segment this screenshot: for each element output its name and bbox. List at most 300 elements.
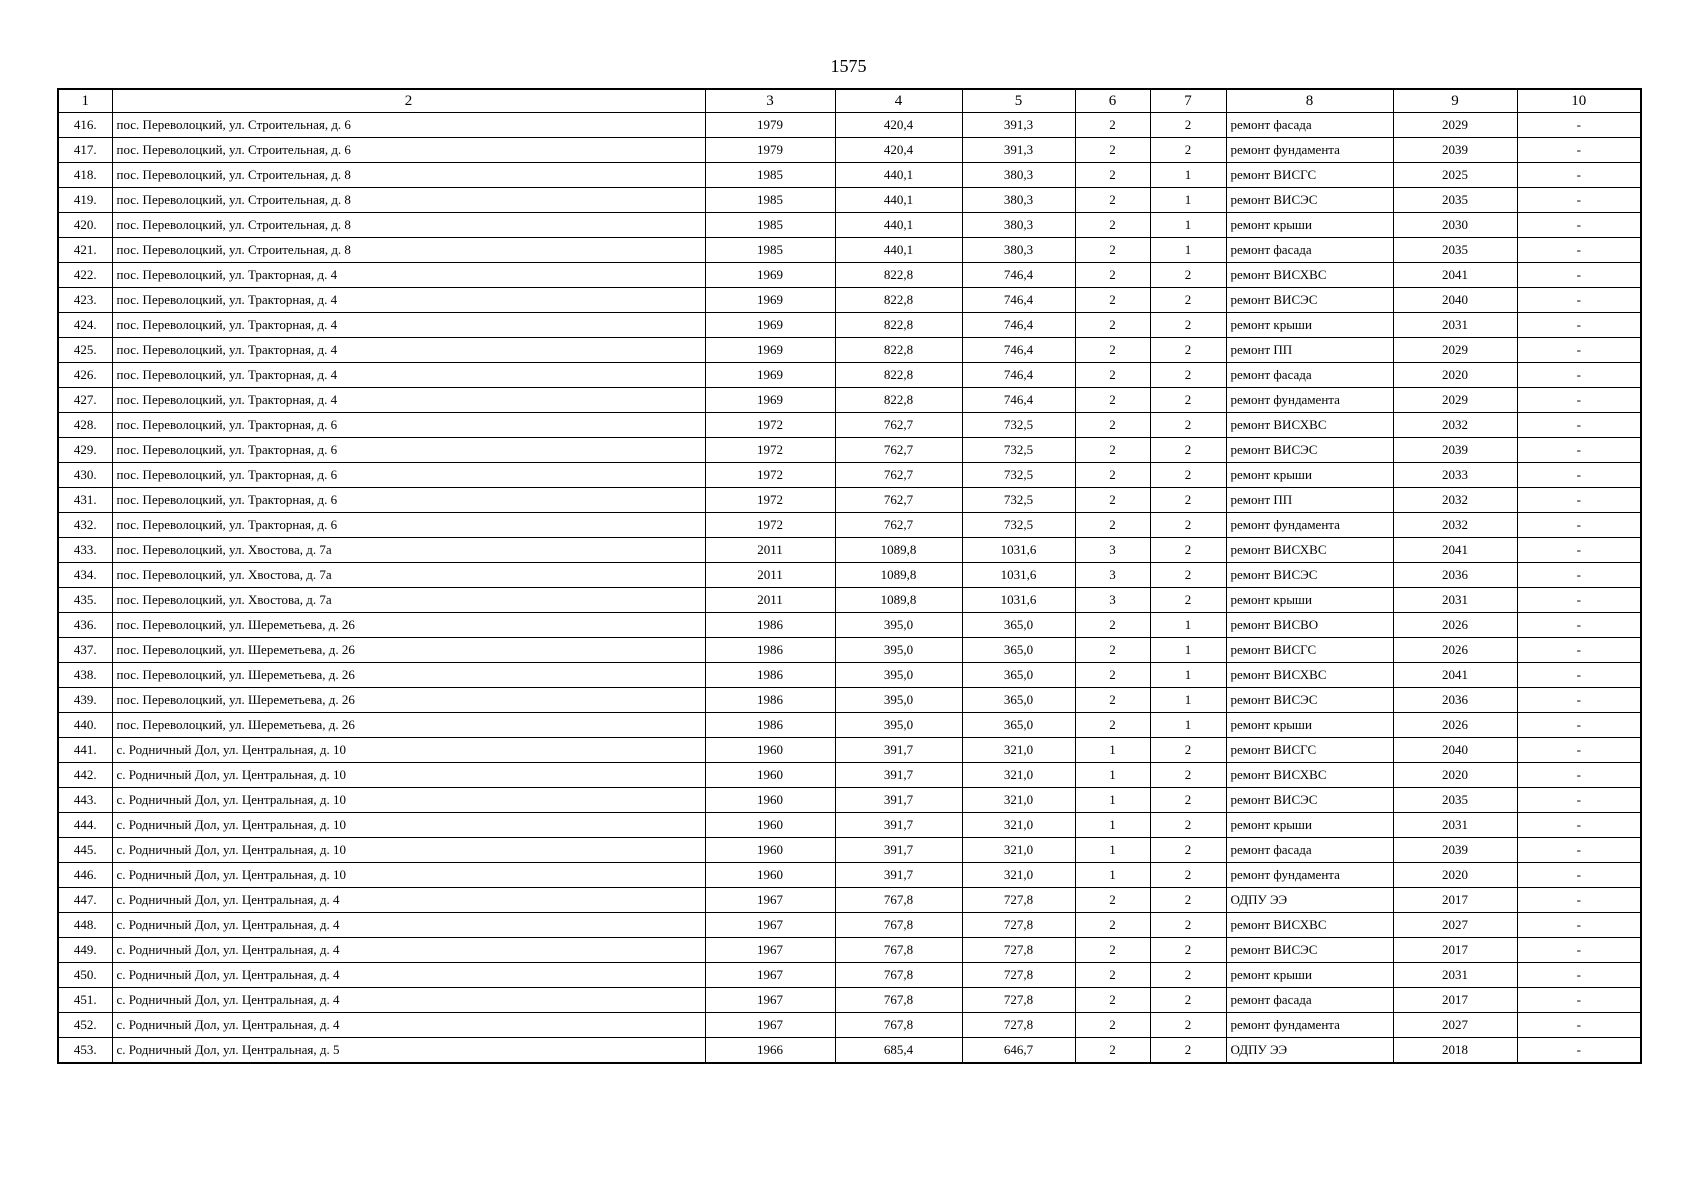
table-row xyxy=(58,513,1641,538)
living-area-cell: 727,8 xyxy=(962,963,1075,988)
total-area-cell: 762,7 xyxy=(835,413,962,438)
entrances-cell: 2 xyxy=(1150,338,1226,363)
address-cell: пос. Переволоцкий, ул. Шереметьева, д. 26 xyxy=(112,638,705,663)
entrances-cell: 2 xyxy=(1150,1038,1226,1064)
work-type-cell: ремонт ВИСЭС xyxy=(1226,788,1393,813)
note-cell: - xyxy=(1517,388,1641,413)
year-cell: 1969 xyxy=(705,338,835,363)
table-row xyxy=(58,238,1641,263)
address-cell: пос. Переволоцкий, ул. Строительная, д. 8 xyxy=(112,188,705,213)
address-cell: пос. Переволоцкий, ул. Строительная, д. 6 xyxy=(112,113,705,138)
plan-year-cell: 2027 xyxy=(1393,913,1517,938)
plan-year-cell: 2017 xyxy=(1393,988,1517,1013)
work-type-cell: ОДПУ ЭЭ xyxy=(1226,888,1393,913)
living-area-cell: 380,3 xyxy=(962,238,1075,263)
year-cell: 1966 xyxy=(705,1038,835,1064)
table-row xyxy=(58,638,1641,663)
column-header: 3 xyxy=(705,89,835,113)
row-number-cell: 419. xyxy=(58,188,112,213)
plan-year-cell: 2036 xyxy=(1393,688,1517,713)
note-cell: - xyxy=(1517,588,1641,613)
total-area-cell: 391,7 xyxy=(835,738,962,763)
note-cell: - xyxy=(1517,1038,1641,1064)
plan-year-cell: 2029 xyxy=(1393,388,1517,413)
row-number-cell: 421. xyxy=(58,238,112,263)
address-cell: с. Родничный Дол, ул. Центральная, д. 10 xyxy=(112,863,705,888)
year-cell: 1967 xyxy=(705,963,835,988)
address-cell: с. Родничный Дол, ул. Центральная, д. 10 xyxy=(112,788,705,813)
floors-cell: 3 xyxy=(1075,588,1150,613)
column-header: 9 xyxy=(1393,89,1517,113)
table-row xyxy=(58,988,1641,1013)
entrances-cell: 2 xyxy=(1150,963,1226,988)
year-cell: 1960 xyxy=(705,863,835,888)
floors-cell: 2 xyxy=(1075,638,1150,663)
year-cell: 1986 xyxy=(705,713,835,738)
row-number-cell: 439. xyxy=(58,688,112,713)
work-type-cell: ремонт ВИСЭС xyxy=(1226,438,1393,463)
note-cell: - xyxy=(1517,563,1641,588)
living-area-cell: 746,4 xyxy=(962,288,1075,313)
table-row xyxy=(58,213,1641,238)
floors-cell: 1 xyxy=(1075,863,1150,888)
address-cell: пос. Переволоцкий, ул. Строительная, д. 8 xyxy=(112,213,705,238)
plan-year-cell: 2036 xyxy=(1393,563,1517,588)
living-area-cell: 732,5 xyxy=(962,463,1075,488)
row-number-cell: 438. xyxy=(58,663,112,688)
plan-year-cell: 2032 xyxy=(1393,513,1517,538)
column-header: 6 xyxy=(1075,89,1150,113)
work-type-cell: ремонт крыши xyxy=(1226,713,1393,738)
living-area-cell: 321,0 xyxy=(962,863,1075,888)
total-area-cell: 391,7 xyxy=(835,763,962,788)
address-cell: пос. Переволоцкий, ул. Строительная, д. 8 xyxy=(112,163,705,188)
page-number: 1575 xyxy=(830,56,867,76)
entrances-cell: 1 xyxy=(1150,238,1226,263)
year-cell: 1967 xyxy=(705,913,835,938)
floors-cell: 1 xyxy=(1075,813,1150,838)
row-number-cell: 444. xyxy=(58,813,112,838)
total-area-cell: 1089,8 xyxy=(835,538,962,563)
year-cell: 1986 xyxy=(705,663,835,688)
table-row xyxy=(58,688,1641,713)
year-cell: 2011 xyxy=(705,563,835,588)
living-area-cell: 365,0 xyxy=(962,613,1075,638)
table-row xyxy=(58,738,1641,763)
row-number-cell: 442. xyxy=(58,763,112,788)
year-cell: 1979 xyxy=(705,138,835,163)
plan-year-cell: 2031 xyxy=(1393,588,1517,613)
address-cell: пос. Переволоцкий, ул. Хвостова, д. 7а xyxy=(112,538,705,563)
note-cell: - xyxy=(1517,863,1641,888)
row-number-cell: 432. xyxy=(58,513,112,538)
year-cell: 1969 xyxy=(705,388,835,413)
address-cell: пос. Переволоцкий, ул. Строительная, д. 6 xyxy=(112,138,705,163)
note-cell: - xyxy=(1517,538,1641,563)
entrances-cell: 1 xyxy=(1150,163,1226,188)
total-area-cell: 822,8 xyxy=(835,313,962,338)
floors-cell: 2 xyxy=(1075,888,1150,913)
note-cell: - xyxy=(1517,963,1641,988)
table-row xyxy=(58,863,1641,888)
row-number-cell: 418. xyxy=(58,163,112,188)
row-number-cell: 430. xyxy=(58,463,112,488)
work-type-cell: ремонт ВИСГС xyxy=(1226,163,1393,188)
table-row xyxy=(58,388,1641,413)
living-area-cell: 732,5 xyxy=(962,488,1075,513)
living-area-cell: 380,3 xyxy=(962,163,1075,188)
plan-year-cell: 2020 xyxy=(1393,763,1517,788)
table-row xyxy=(58,438,1641,463)
note-cell: - xyxy=(1517,813,1641,838)
address-cell: с. Родничный Дол, ул. Центральная, д. 10 xyxy=(112,738,705,763)
year-cell: 1960 xyxy=(705,813,835,838)
column-header: 2 xyxy=(112,89,705,113)
total-area-cell: 822,8 xyxy=(835,338,962,363)
work-type-cell: ремонт крыши xyxy=(1226,313,1393,338)
floors-cell: 2 xyxy=(1075,963,1150,988)
table-row xyxy=(58,713,1641,738)
note-cell: - xyxy=(1517,238,1641,263)
living-area-cell: 365,0 xyxy=(962,638,1075,663)
total-area-cell: 822,8 xyxy=(835,288,962,313)
row-number-cell: 453. xyxy=(58,1038,112,1064)
plan-year-cell: 2026 xyxy=(1393,613,1517,638)
note-cell: - xyxy=(1517,1013,1641,1038)
address-cell: пос. Переволоцкий, ул. Тракторная, д. 4 xyxy=(112,388,705,413)
note-cell: - xyxy=(1517,988,1641,1013)
total-area-cell: 762,7 xyxy=(835,463,962,488)
living-area-cell: 391,3 xyxy=(962,113,1075,138)
work-type-cell: ремонт крыши xyxy=(1226,588,1393,613)
year-cell: 1967 xyxy=(705,888,835,913)
total-area-cell: 391,7 xyxy=(835,863,962,888)
row-number-cell: 440. xyxy=(58,713,112,738)
address-cell: с. Родничный Дол, ул. Центральная, д. 10 xyxy=(112,838,705,863)
row-number-cell: 429. xyxy=(58,438,112,463)
work-type-cell: ремонт фасада xyxy=(1226,988,1393,1013)
year-cell: 1972 xyxy=(705,438,835,463)
table-row xyxy=(58,563,1641,588)
table-row xyxy=(58,938,1641,963)
note-cell: - xyxy=(1517,913,1641,938)
work-type-cell: ремонт фундамента xyxy=(1226,863,1393,888)
total-area-cell: 391,7 xyxy=(835,838,962,863)
floors-cell: 2 xyxy=(1075,288,1150,313)
plan-year-cell: 2041 xyxy=(1393,263,1517,288)
work-type-cell: ремонт фасада xyxy=(1226,838,1393,863)
table-row xyxy=(58,138,1641,163)
living-area-cell: 646,7 xyxy=(962,1038,1075,1064)
living-area-cell: 321,0 xyxy=(962,813,1075,838)
work-type-cell: ремонт крыши xyxy=(1226,463,1393,488)
table-row xyxy=(58,913,1641,938)
work-type-cell: ремонт фундамента xyxy=(1226,513,1393,538)
living-area-cell: 365,0 xyxy=(962,663,1075,688)
address-cell: пос. Переволоцкий, ул. Шереметьева, д. 26 xyxy=(112,713,705,738)
work-type-cell: ремонт ВИСХВС xyxy=(1226,413,1393,438)
entrances-cell: 1 xyxy=(1150,688,1226,713)
year-cell: 1960 xyxy=(705,788,835,813)
plan-year-cell: 2017 xyxy=(1393,938,1517,963)
row-number-cell: 422. xyxy=(58,263,112,288)
address-cell: пос. Переволоцкий, ул. Тракторная, д. 4 xyxy=(112,313,705,338)
year-cell: 1986 xyxy=(705,688,835,713)
table-row xyxy=(58,363,1641,388)
note-cell: - xyxy=(1517,513,1641,538)
table-row xyxy=(58,338,1641,363)
row-number-cell: 447. xyxy=(58,888,112,913)
row-number-cell: 416. xyxy=(58,113,112,138)
work-type-cell: ремонт фундамента xyxy=(1226,1013,1393,1038)
living-area-cell: 732,5 xyxy=(962,513,1075,538)
work-type-cell: ремонт ПП xyxy=(1226,338,1393,363)
table-row xyxy=(58,413,1641,438)
total-area-cell: 440,1 xyxy=(835,213,962,238)
plan-year-cell: 2035 xyxy=(1393,188,1517,213)
table-row xyxy=(58,763,1641,788)
row-number-cell: 420. xyxy=(58,213,112,238)
total-area-cell: 822,8 xyxy=(835,263,962,288)
total-area-cell: 395,0 xyxy=(835,663,962,688)
entrances-cell: 2 xyxy=(1150,913,1226,938)
table-row xyxy=(58,538,1641,563)
entrances-cell: 2 xyxy=(1150,388,1226,413)
total-area-cell: 767,8 xyxy=(835,913,962,938)
plan-year-cell: 2031 xyxy=(1393,313,1517,338)
column-header: 4 xyxy=(835,89,962,113)
plan-year-cell: 2026 xyxy=(1393,713,1517,738)
table-row xyxy=(58,263,1641,288)
plan-year-cell: 2026 xyxy=(1393,638,1517,663)
plan-year-cell: 2035 xyxy=(1393,238,1517,263)
row-number-cell: 428. xyxy=(58,413,112,438)
column-header: 5 xyxy=(962,89,1075,113)
plan-year-cell: 2033 xyxy=(1393,463,1517,488)
row-number-cell: 425. xyxy=(58,338,112,363)
entrances-cell: 2 xyxy=(1150,113,1226,138)
entrances-cell: 2 xyxy=(1150,788,1226,813)
address-cell: с. Родничный Дол, ул. Центральная, д. 4 xyxy=(112,963,705,988)
entrances-cell: 2 xyxy=(1150,588,1226,613)
entrances-cell: 2 xyxy=(1150,363,1226,388)
floors-cell: 2 xyxy=(1075,913,1150,938)
table-row xyxy=(58,313,1641,338)
living-area-cell: 321,0 xyxy=(962,788,1075,813)
floors-cell: 2 xyxy=(1075,313,1150,338)
year-cell: 1967 xyxy=(705,938,835,963)
entrances-cell: 1 xyxy=(1150,638,1226,663)
row-number-cell: 434. xyxy=(58,563,112,588)
work-type-cell: ремонт фундамента xyxy=(1226,138,1393,163)
address-cell: с. Родничный Дол, ул. Центральная, д. 4 xyxy=(112,988,705,1013)
row-number-cell: 423. xyxy=(58,288,112,313)
entrances-cell: 1 xyxy=(1150,663,1226,688)
row-number-cell: 441. xyxy=(58,738,112,763)
plan-year-cell: 2039 xyxy=(1393,438,1517,463)
address-cell: пос. Переволоцкий, ул. Тракторная, д. 6 xyxy=(112,488,705,513)
table-row xyxy=(58,888,1641,913)
work-type-cell: ремонт крыши xyxy=(1226,963,1393,988)
table-row xyxy=(58,663,1641,688)
year-cell: 1972 xyxy=(705,463,835,488)
address-cell: пос. Переволоцкий, ул. Тракторная, д. 4 xyxy=(112,338,705,363)
entrances-cell: 2 xyxy=(1150,813,1226,838)
total-area-cell: 762,7 xyxy=(835,438,962,463)
address-cell: пос. Переволоцкий, ул. Шереметьева, д. 26 xyxy=(112,663,705,688)
plan-year-cell: 2032 xyxy=(1393,488,1517,513)
plan-year-cell: 2035 xyxy=(1393,788,1517,813)
entrances-cell: 2 xyxy=(1150,513,1226,538)
work-type-cell: ремонт фасада xyxy=(1226,238,1393,263)
total-area-cell: 822,8 xyxy=(835,388,962,413)
floors-cell: 2 xyxy=(1075,113,1150,138)
row-number-cell: 443. xyxy=(58,788,112,813)
total-area-cell: 440,1 xyxy=(835,188,962,213)
total-area-cell: 395,0 xyxy=(835,713,962,738)
note-cell: - xyxy=(1517,888,1641,913)
floors-cell: 2 xyxy=(1075,163,1150,188)
floors-cell: 1 xyxy=(1075,788,1150,813)
note-cell: - xyxy=(1517,638,1641,663)
plan-year-cell: 2029 xyxy=(1393,338,1517,363)
table-row xyxy=(58,788,1641,813)
total-area-cell: 762,7 xyxy=(835,513,962,538)
year-cell: 1969 xyxy=(705,363,835,388)
floors-cell: 2 xyxy=(1075,238,1150,263)
entrances-cell: 2 xyxy=(1150,288,1226,313)
table-row xyxy=(58,1038,1641,1064)
entrances-cell: 1 xyxy=(1150,613,1226,638)
entrances-cell: 2 xyxy=(1150,888,1226,913)
note-cell: - xyxy=(1517,788,1641,813)
note-cell: - xyxy=(1517,138,1641,163)
living-area-cell: 321,0 xyxy=(962,838,1075,863)
work-type-cell: ремонт крыши xyxy=(1226,213,1393,238)
work-type-cell: ремонт ВИСЭС xyxy=(1226,938,1393,963)
column-header: 10 xyxy=(1517,89,1641,113)
floors-cell: 2 xyxy=(1075,438,1150,463)
living-area-cell: 321,0 xyxy=(962,738,1075,763)
table-row xyxy=(58,188,1641,213)
total-area-cell: 762,7 xyxy=(835,488,962,513)
address-cell: с. Родничный Дол, ул. Центральная, д. 4 xyxy=(112,913,705,938)
work-type-cell: ремонт ВИСВО xyxy=(1226,613,1393,638)
entrances-cell: 2 xyxy=(1150,563,1226,588)
year-cell: 2011 xyxy=(705,538,835,563)
address-cell: пос. Переволоцкий, ул. Тракторная, д. 4 xyxy=(112,363,705,388)
total-area-cell: 767,8 xyxy=(835,988,962,1013)
note-cell: - xyxy=(1517,413,1641,438)
total-area-cell: 420,4 xyxy=(835,113,962,138)
note-cell: - xyxy=(1517,838,1641,863)
living-area-cell: 727,8 xyxy=(962,888,1075,913)
living-area-cell: 365,0 xyxy=(962,713,1075,738)
address-cell: пос. Переволоцкий, ул. Тракторная, д. 6 xyxy=(112,438,705,463)
year-cell: 1972 xyxy=(705,513,835,538)
work-type-cell: ремонт ВИСХВС xyxy=(1226,763,1393,788)
living-area-cell: 380,3 xyxy=(962,188,1075,213)
address-cell: с. Родничный Дол, ул. Центральная, д. 4 xyxy=(112,888,705,913)
floors-cell: 2 xyxy=(1075,263,1150,288)
row-number-cell: 451. xyxy=(58,988,112,1013)
table-row xyxy=(58,463,1641,488)
work-type-cell: ремонт ВИСЭС xyxy=(1226,188,1393,213)
total-area-cell: 767,8 xyxy=(835,938,962,963)
entrances-cell: 2 xyxy=(1150,1013,1226,1038)
address-cell: с. Родничный Дол, ул. Центральная, д. 4 xyxy=(112,938,705,963)
total-area-cell: 767,8 xyxy=(835,963,962,988)
total-area-cell: 767,8 xyxy=(835,888,962,913)
work-type-cell: ремонт ВИСХВС xyxy=(1226,263,1393,288)
entrances-cell: 2 xyxy=(1150,138,1226,163)
plan-year-cell: 2041 xyxy=(1393,663,1517,688)
year-cell: 1985 xyxy=(705,163,835,188)
column-header: 8 xyxy=(1226,89,1393,113)
plan-year-cell: 2041 xyxy=(1393,538,1517,563)
address-cell: с. Родничный Дол, ул. Центральная, д. 5 xyxy=(112,1038,705,1064)
living-area-cell: 746,4 xyxy=(962,338,1075,363)
work-type-cell: ремонт ВИСЭС xyxy=(1226,688,1393,713)
year-cell: 1960 xyxy=(705,838,835,863)
floors-cell: 3 xyxy=(1075,563,1150,588)
plan-year-cell: 2025 xyxy=(1393,163,1517,188)
year-cell: 1960 xyxy=(705,738,835,763)
floors-cell: 3 xyxy=(1075,538,1150,563)
work-type-cell: ремонт фундамента xyxy=(1226,388,1393,413)
address-cell: пос. Переволоцкий, ул. Шереметьева, д. 26 xyxy=(112,688,705,713)
floors-cell: 2 xyxy=(1075,663,1150,688)
living-area-cell: 732,5 xyxy=(962,413,1075,438)
year-cell: 1967 xyxy=(705,988,835,1013)
living-area-cell: 746,4 xyxy=(962,388,1075,413)
row-number-cell: 437. xyxy=(58,638,112,663)
entrances-cell: 1 xyxy=(1150,713,1226,738)
plan-year-cell: 2020 xyxy=(1393,363,1517,388)
floors-cell: 2 xyxy=(1075,613,1150,638)
entrances-cell: 2 xyxy=(1150,438,1226,463)
note-cell: - xyxy=(1517,263,1641,288)
table-row xyxy=(58,1013,1641,1038)
note-cell: - xyxy=(1517,163,1641,188)
work-type-cell: ОДПУ ЭЭ xyxy=(1226,1038,1393,1064)
entrances-cell: 2 xyxy=(1150,763,1226,788)
note-cell: - xyxy=(1517,113,1641,138)
floors-cell: 2 xyxy=(1075,488,1150,513)
note-cell: - xyxy=(1517,313,1641,338)
total-area-cell: 395,0 xyxy=(835,638,962,663)
year-cell: 2011 xyxy=(705,588,835,613)
plan-year-cell: 2031 xyxy=(1393,963,1517,988)
floors-cell: 2 xyxy=(1075,713,1150,738)
table-row xyxy=(58,963,1641,988)
address-cell: с. Родничный Дол, ул. Центральная, д. 10 xyxy=(112,813,705,838)
row-number-cell: 435. xyxy=(58,588,112,613)
data-table xyxy=(57,88,1642,1064)
floors-cell: 2 xyxy=(1075,1038,1150,1064)
note-cell: - xyxy=(1517,738,1641,763)
entrances-cell: 2 xyxy=(1150,463,1226,488)
row-number-cell: 426. xyxy=(58,363,112,388)
floors-cell: 2 xyxy=(1075,388,1150,413)
plan-year-cell: 2030 xyxy=(1393,213,1517,238)
table-row xyxy=(58,488,1641,513)
address-cell: с. Родничный Дол, ул. Центральная, д. 4 xyxy=(112,1013,705,1038)
plan-year-cell: 2039 xyxy=(1393,138,1517,163)
row-number-cell: 431. xyxy=(58,488,112,513)
work-type-cell: ремонт фасада xyxy=(1226,363,1393,388)
total-area-cell: 420,4 xyxy=(835,138,962,163)
